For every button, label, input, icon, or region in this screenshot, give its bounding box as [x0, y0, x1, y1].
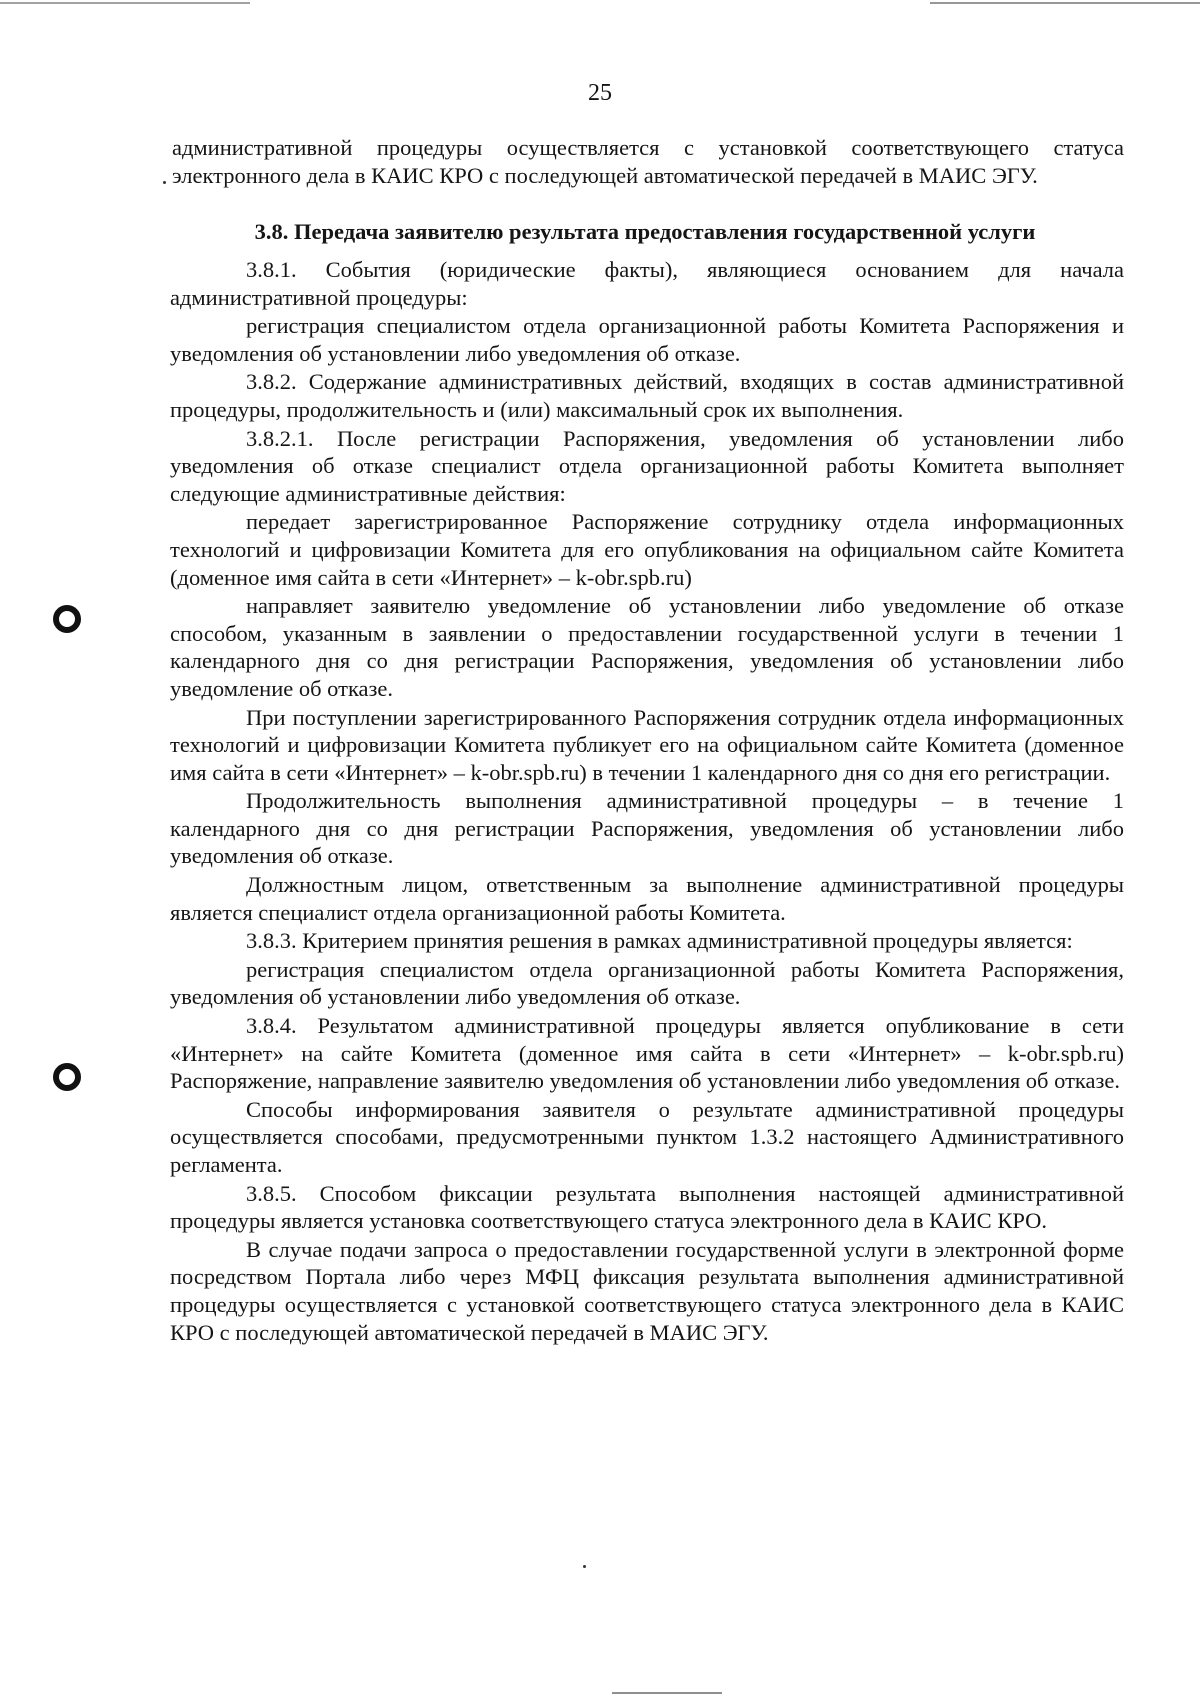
paragraph-3-8-2: 3.8.2. Содержание административных действий, входящих в состав административной процедуры, продолжительность и (или) максимальный срок их выполнения.	[170, 369, 1124, 422]
scan-speck	[583, 1565, 586, 1568]
paragraph-duration: Продолжительность выполнения административной процедуры – в течение 1 календарного дня со дня регистрации Распоряжения, уведомления об установлении либо уведомления об отказе.	[170, 788, 1124, 869]
paragraph-publication: При поступлении зарегистрированного Распоряжения сотрудник отдела информационных технологий и цифровизации Комитета публикует его на официальном сайте Комитета (доменное имя сайта в сети «Интернет» – k-obr.spb.ru) в течении 1 календарного дня со дня его регистрации.	[170, 704, 1124, 785]
punch-hole-icon	[53, 1063, 81, 1091]
paragraph-3-8-2-1: 3.8.2.1. После регистрации Распоряжения, уведомления об установлении либо уведомления об отказе специалист отдела организационной работы Комитета выполняет следующие административные действия:	[170, 425, 1124, 506]
paragraph-electronic-request: В случае подачи запроса о предоставлении государственной услуги в электронной форме посредством Портала либо через МФЦ фиксация результата выполнения административной процедуры осуществляется с установкой соответствующего статуса электронного дела в КАИС КРО с последующей автоматической передачей в МАИС ЭГУ.	[170, 1236, 1124, 1345]
paragraph-3-8-5: 3.8.5. Способом фиксации результата выполнения настоящей административной процедуры является установка соответствующего статуса электронного дела в КАИС КРО.	[170, 1180, 1124, 1234]
paragraph-send-notice: направляет заявителю уведомление об установлении либо уведомление об отказе способом, указанным в заявлении о предоставлении государственной услуги в течении 1 календарного дня со дня регистрации Распоряжения, уведомления об установлении либо уведомление об отказе.	[170, 593, 1124, 701]
paragraph-transfer-order: передает зарегистрированное Распоряжение сотруднику отдела информационных технологий и цифровизации Комитета для его опубликования на официальном сайте Комитета (доменное имя сайта в сети «Интернет» – k-obr.spb.ru)	[170, 509, 1124, 590]
paragraph-registration-1: регистрация специалистом отдела организационной работы Комитета Распоряжения и уведомления об установлении либо уведомления об отказе.	[170, 313, 1124, 366]
paragraph-3-8-3: 3.8.3. Критерием принятия решения в рамках административной процедуры является:	[246, 928, 1073, 954]
paragraph-informing-methods: Способы информирования заявителя о результате административной процедуры осуществляется способами, предусмотренными пунктом 1.3.2 настоящего Административного регламента.	[170, 1096, 1124, 1177]
section-body	[170, 256, 1124, 1347]
punch-hole-icon	[53, 605, 81, 633]
paragraph-registration-2: регистрация специалистом отдела организационной работы Комитета Распоряжения, уведомления об установлении либо уведомления об отказе.	[170, 956, 1124, 1010]
intro-paragraph-block	[172, 134, 1124, 189]
scan-edge-artifact	[0, 2, 1200, 4]
paragraph-3-8-4: 3.8.4. Результатом административной процедуры является опубликование в сети «Интернет» на сайте Комитета (доменное имя сайта в сети «Интернет» – k-obr.spb.ru) Распоряжение, направление заявителю уведомления об установлении либо уведомления об отказе.	[170, 1013, 1124, 1094]
paragraph-3-8-1: 3.8.1. События (юридические факты), являющиеся основанием для начала административной процедуры:	[170, 257, 1124, 310]
scan-speck	[163, 181, 166, 184]
intro-paragraph: административной процедуры осуществляется с установкой соответствующего статуса электронного дела в КАИС КРО с последующей автоматической передачей в МАИС ЭГУ.	[172, 135, 1124, 188]
page-number: 25	[588, 80, 612, 106]
paragraph-responsible-official: Должностным лицом, ответственным за выполнение административной процедуры является специалист отдела организационной работы Комитета.	[170, 872, 1124, 925]
section-heading: 3.8. Передача заявителю результата предоставления государственной услуги	[254, 219, 1036, 244]
scan-edge-artifact	[612, 1692, 722, 1694]
